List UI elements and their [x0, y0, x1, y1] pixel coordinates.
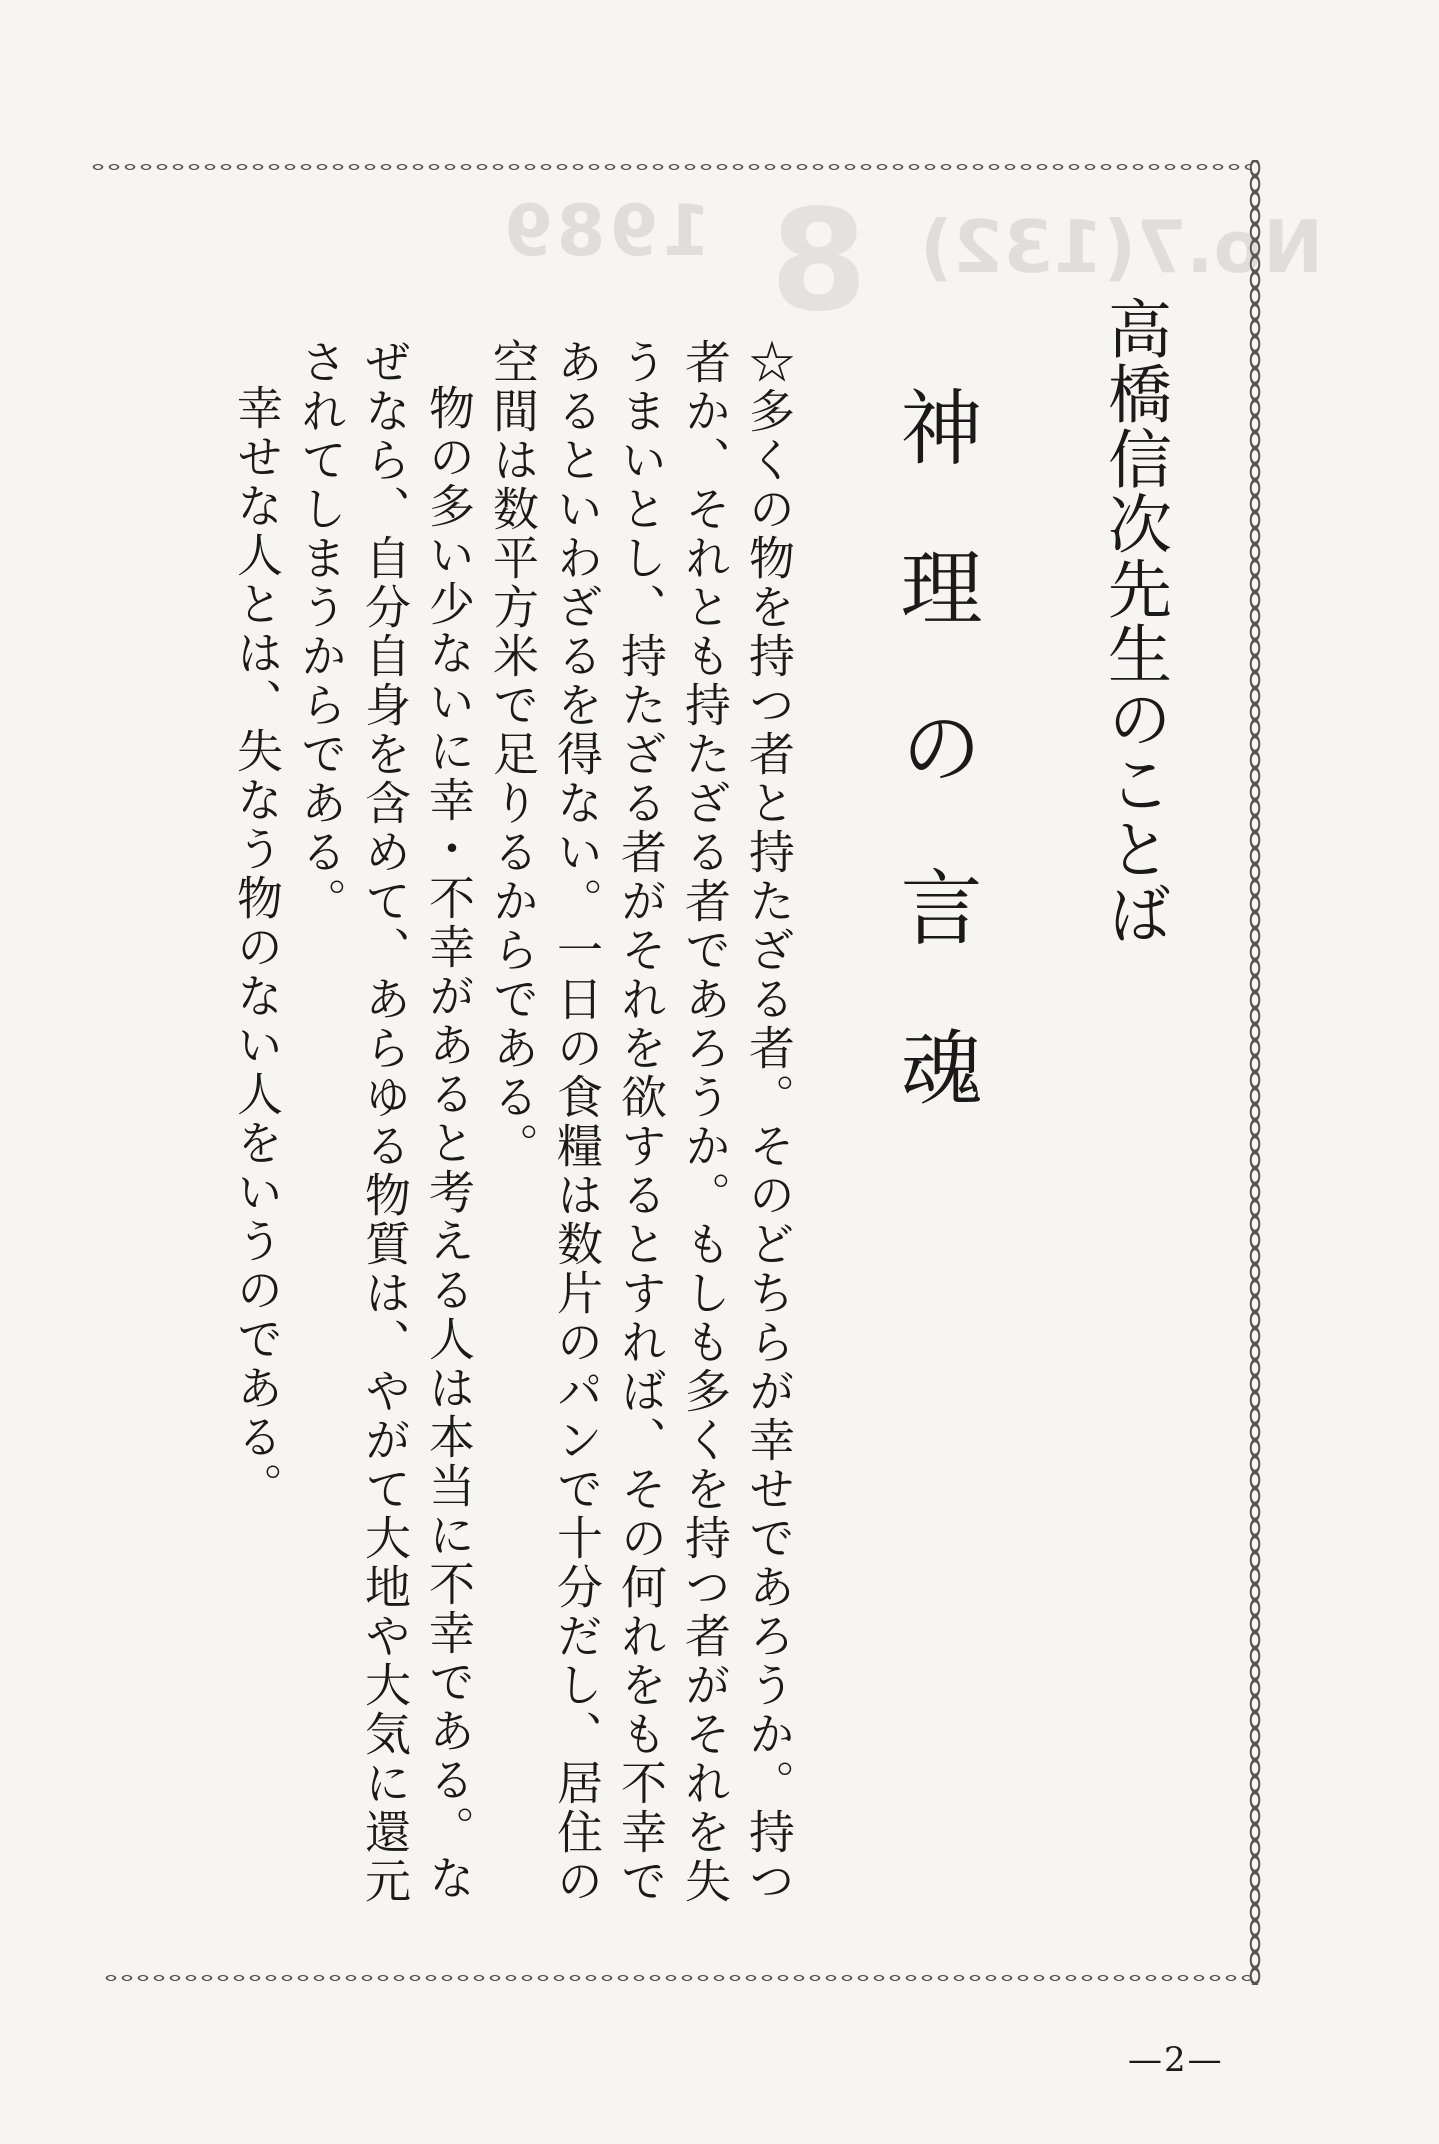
paragraph — [481, 338, 801, 1938]
bleed-through-mark: 8 — [770, 180, 868, 343]
page-number: —2— — [1128, 2040, 1224, 2080]
page-title: 神理の言魂 — [887, 385, 982, 1185]
paragraph-text: 物の多い少ないに幸・不幸があると考える人は本当に不幸である。なぜなら、自分自身を含めて、あらゆる物質は、やがて大地や大気に還元されてしまうからである。 — [294, 338, 476, 1906]
bleed-through-mark: 1989 — [500, 190, 711, 272]
paragraph — [225, 338, 289, 1938]
paragraph-text: 多くの物を持つ者と持たざる者。そのどちらが幸せであろうか。持つ者か、それとも持たざる者であろうか。もしも多くを持つ者がそれを失うまいとし、持たざる者がそれを欲するとすれば、その何れをも不幸であるといわざるを得ない。一日の食糧は数片のパンで十分だし、居住の空間は数平方米で足りるからである。 — [486, 338, 796, 1906]
star-icon: ☆ — [742, 338, 796, 387]
author-heading: 高橋信次先生のことば — [1097, 296, 1171, 946]
paragraph — [289, 338, 481, 1938]
bleed-through-mark: No.7(132) — [920, 205, 1324, 289]
decorative-border-bottom — [103, 1971, 1253, 1985]
decorative-border-right — [1248, 160, 1262, 1985]
decorative-border-top — [90, 160, 1252, 174]
body-text — [225, 338, 801, 1938]
paragraph-text: 幸せな人とは、失なう物のない人をいうのである。 — [230, 384, 284, 1511]
